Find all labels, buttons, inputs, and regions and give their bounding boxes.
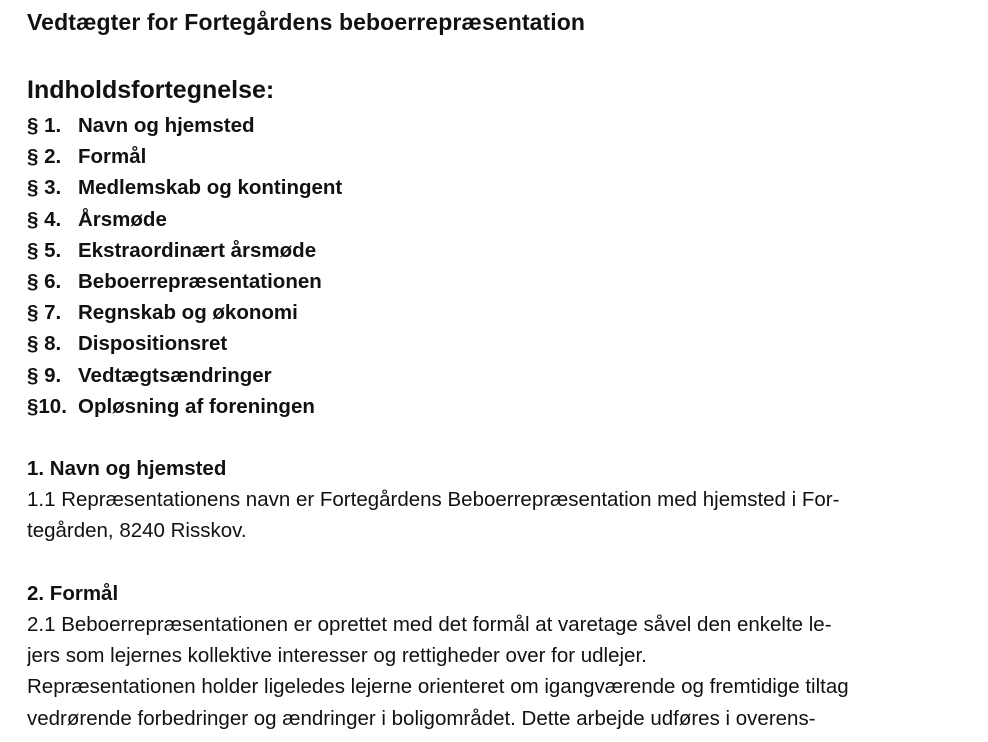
paragraph-line: vedrørende forbedringer og ændringer i boligområdet. Dette arbejde udføres i overens- [27,706,816,730]
toc-item-label: Årsmøde [78,207,167,231]
toc-item-label: Formål [78,145,147,169]
table-of-contents [27,110,342,422]
document-title: Vedtægter for Fortegårdens beboerrepræsentation [27,9,586,35]
toc-item-label: Beboerrepræsentationen [78,269,322,293]
toc-item [27,328,342,359]
toc-item-label: Ekstraordinært årsmøde [78,238,317,262]
toc-item-number: § 1. [27,114,62,137]
section-2 [27,578,967,734]
document-page [27,0,967,742]
toc-item-label: Navn og hjemsted [78,114,255,137]
toc-item-label: Opløsning af foreningen [78,394,315,418]
toc-item-number: § 4. [27,207,62,231]
toc-item [27,360,342,391]
section-heading: 2. Formål [27,582,119,605]
toc-item-number: § 2. [27,145,62,169]
paragraph-line: 2.1 Beboerrepræsentationen er oprettet med det formål at varetage såvel den enkelte le- [27,613,832,636]
toc-item-number: § 3. [27,176,62,200]
toc-item-number: § 8. [27,332,62,356]
toc-item-number: § 6. [27,269,62,293]
paragraph-line: jers som lejernes kollektive interesser og rettigheder over for udlejer. [27,644,647,668]
toc-item [27,297,342,328]
toc-item-number: § 5. [27,238,62,262]
toc-item-number: § 7. [27,301,62,325]
toc-item [27,110,342,141]
paragraph-line: 1.1 Repræsentationens navn er Fortegårdens Beboerrepræsentation med hjemsted i For- [27,488,840,511]
toc-item [27,172,342,203]
toc-heading: Indholdsfortegnelse: [27,76,275,104]
toc-item-label: Vedtægtsændringer [78,363,272,387]
paragraph-line: tegården, 8240 Risskov. [27,519,247,543]
toc-item [27,141,342,172]
toc-item-number: § 9. [27,363,62,387]
toc-item [27,235,342,266]
toc-item-label: Medlemskab og kontingent [78,176,343,200]
section-1 [27,453,967,546]
toc-item-number: §10. [27,394,67,418]
toc-item-label: Regnskab og økonomi [78,301,298,325]
toc-item-label: Dispositionsret [78,332,228,356]
toc-item [27,204,342,235]
section-heading: 1. Navn og hjemsted [27,457,227,480]
paragraph-line: Repræsentationen holder ligeledes lejerne orienteret om igangværende og fremtidige tiltag [27,675,849,699]
toc-item [27,391,342,422]
toc-item [27,266,342,297]
